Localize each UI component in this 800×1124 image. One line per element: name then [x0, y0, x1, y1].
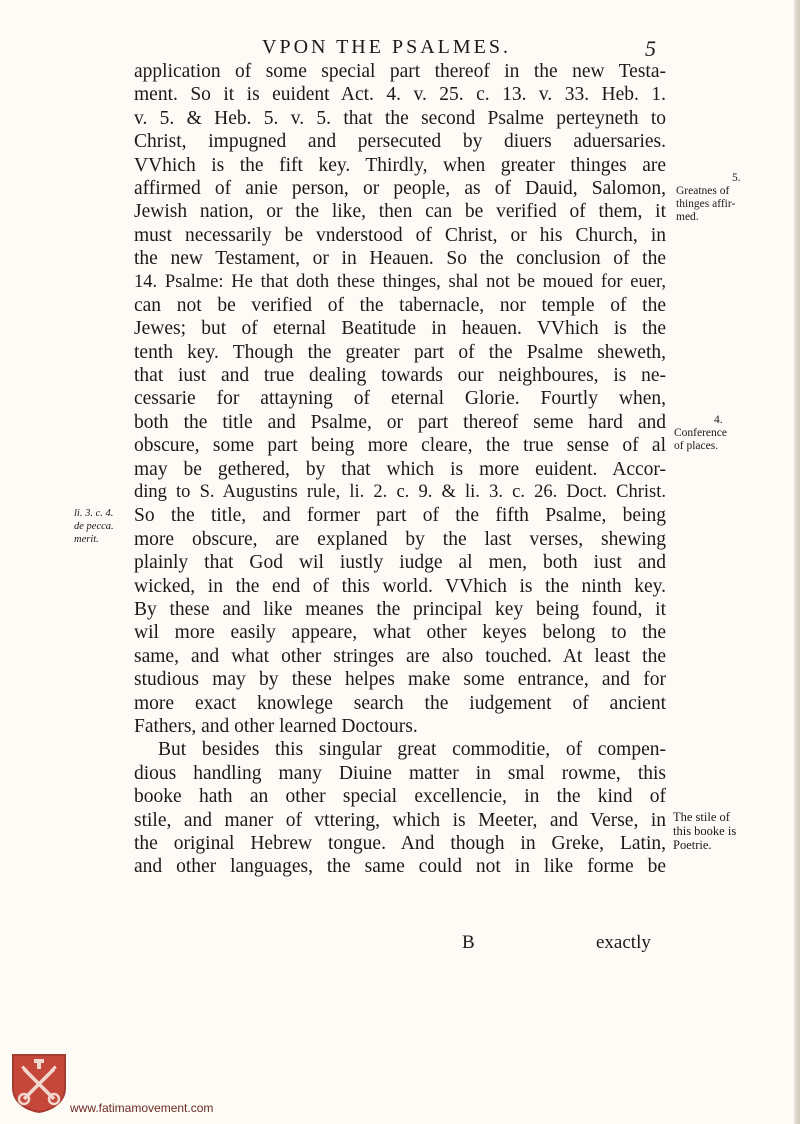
margin-note-line: thinges affir-	[676, 198, 736, 210]
text-line: same, and what other stringes are also touched. At least the	[134, 645, 666, 667]
text-line: dious handling many Diuine matter in smal rowme, this	[134, 762, 666, 784]
margin-note-line: this booke is	[673, 824, 737, 838]
margin-note-augustine	[74, 507, 114, 546]
text-line: VVhich is the fift key. Thirdly, when greater thinges are	[134, 154, 666, 176]
text-line: more obscure, are explaned by the last verses, shewing	[134, 528, 666, 550]
text-line: Jewish nation, or the like, then can be verified of them, it	[134, 201, 666, 223]
text-line: that iust and true dealing towards our neighboures, is ne-	[134, 365, 666, 387]
margin-note-line: Conference	[674, 427, 727, 439]
margin-note-line: de pecca.	[74, 521, 114, 532]
text-line: v. 5. & Heb. 5. v. 5. that the second Psalme perteyneth to	[134, 107, 666, 129]
text-line: By these and like meanes the principal key being found, it	[134, 598, 666, 620]
keys-shield-logo-icon	[10, 1052, 68, 1114]
text-line: Fathers, and other learned Doctours.	[134, 715, 418, 737]
text-line: can not be verified of the tabernacle, nor temple of the	[134, 294, 666, 316]
text-line: ment. So it is euident Act. 4. v. 25. c. 13. v. 33. Heb. 1.	[134, 84, 666, 106]
footer-url-link[interactable]: www.fatimamovement.com	[70, 1101, 214, 1115]
text-line: must necessarily be vnderstood of Christ, or his Church, in	[134, 224, 666, 246]
folio-number: 5	[645, 36, 656, 61]
text-line: more exact knowlege search the iudgement of ancient	[134, 692, 666, 714]
margin-note-conference	[674, 414, 727, 453]
text-line: But besides this singular great commoditie, of compen-	[158, 739, 666, 761]
margin-note-line: med.	[676, 211, 699, 223]
text-line: and other languages, the same could not in like forme be	[134, 856, 666, 878]
catchword: exactly	[596, 932, 651, 953]
text-line: tenth key. Though the greater part of the Psalme sheweth,	[134, 341, 666, 363]
text-line: studious may by these helpes make some entrance, and for	[134, 669, 666, 691]
text-line: plainly that God wil iustly iudge al men, both iust and	[134, 552, 666, 574]
text-line: wicked, in the end of this world. VVhich is the ninth key.	[134, 575, 666, 597]
margin-note-line: 5.	[732, 172, 741, 184]
text-line: ding to S. Augustins rule, li. 2. c. 9. & li. 3. c. 26. Doct. Christ.	[134, 482, 666, 503]
text-line: obscure, some part being more cleare, the true sense of al	[134, 435, 666, 457]
text-line: the new Testament, or in Heauen. So the conclusion of the	[134, 248, 666, 270]
margin-note-line: merit.	[74, 534, 99, 545]
text-line: may be gethered, by that which is more euident. Accor-	[134, 458, 666, 480]
text-line: booke hath an other special excellencie, in the kind of	[134, 786, 666, 808]
margin-note-line: Greatnes of	[676, 185, 730, 197]
text-line: cessarie for attayning of eternal Glorie. Fourtly when,	[134, 388, 666, 410]
text-line: the original Hebrew tongue. And though in Greke, Latin,	[134, 832, 666, 854]
margin-note-line: of places.	[674, 440, 719, 452]
text-line: affirmed of anie person, or people, as of Dauid, Salomon,	[134, 177, 666, 199]
margin-note-line: 4.	[714, 414, 723, 426]
text-line: So the title, and former part of the fifth Psalme, being	[134, 505, 666, 527]
text-line: both the title and Psalme, or part thereof seme hard and	[134, 411, 666, 433]
text-line: Christ, impugned and persecuted by diuers aduersaries.	[134, 131, 666, 153]
text-line: Jewes; but of eternal Beatitude in heauen. VVhich is the	[134, 318, 666, 340]
page-edge	[794, 0, 800, 1124]
text-line: wil more easily appeare, what other keyes belong to the	[134, 622, 666, 644]
text-line: application of some special part thereof in the new Testa-	[134, 61, 666, 82]
text-line: stile, and maner of vttering, which is Meeter, and Verse, in	[134, 809, 666, 831]
signature-mark: B	[462, 932, 475, 953]
body-text	[134, 60, 666, 879]
margin-note-line: li. 3. c. 4.	[74, 508, 114, 519]
margin-note-line: The stile of	[673, 810, 730, 824]
running-title: VPON THE PSALMES.	[262, 36, 511, 58]
text-line: 14. Psalme: He that doth these thinges, shal not be moued for euer,	[134, 271, 666, 292]
margin-note-stile	[673, 810, 736, 852]
margin-note-greatnes	[676, 172, 741, 224]
margin-note-line: Poetrie.	[673, 838, 712, 852]
